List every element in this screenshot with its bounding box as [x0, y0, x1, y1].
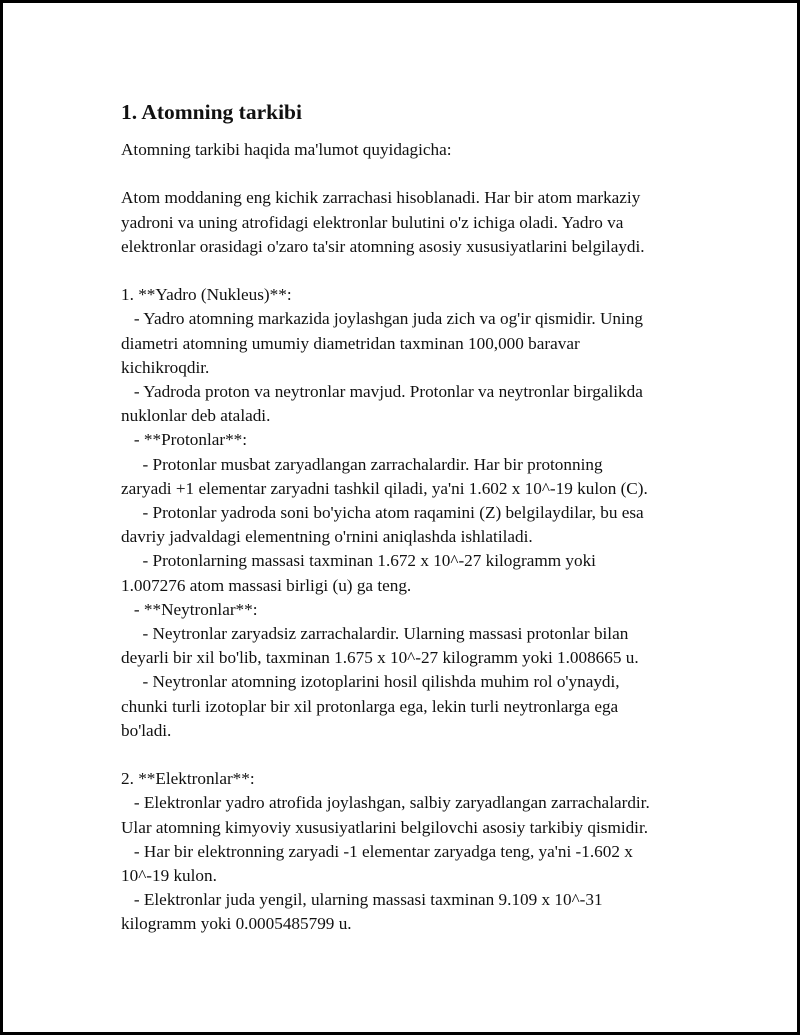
text-line: - Har bir elektronning zaryadi -1 elementar zaryadga teng, ya'ni -1.602 x	[121, 841, 633, 861]
text-line: kichikroqdir.	[121, 357, 210, 377]
text-line: - Neytronlar zaryadsiz zarrachalardir. Ularning massasi protonlar bilan	[121, 624, 629, 644]
text-line: 1. **Yadro (Nukleus)**:	[121, 285, 292, 305]
text-line: deyarli bir xil bo'lib, taxminan 1.675 x 10^-27 kilogramm yoki 1.008665 u.	[121, 648, 639, 668]
text-line: 2. **Elektronlar**:	[121, 769, 255, 789]
document-content	[121, 99, 693, 937]
text-line: nuklonlar deb ataladi.	[121, 406, 271, 426]
text-line: 10^-19 kulon.	[121, 866, 217, 886]
text-line: - Elektronlar juda yengil, ularning massasi taxminan 9.109 x 10^-31	[121, 890, 603, 910]
text-line: - Protonlarning massasi taxminan 1.672 x 10^-27 kilogramm yoki	[121, 551, 596, 571]
text-line: Atomning tarkibi haqida ma'lumot quyidagicha:	[121, 140, 452, 159]
text-line: bo'ladi.	[121, 720, 172, 740]
text-line: - Neytronlar atomning izotoplarini hosil qilishda muhim rol o'ynaydi,	[121, 672, 620, 692]
text-line: diametri atomning umumiy diametridan taxminan 100,000 baravar	[121, 333, 580, 353]
text-line: kilogramm yoki 0.0005485799 u.	[121, 914, 352, 934]
text-line: Atom moddaning eng kichik zarrachasi hisoblanadi. Har bir atom markaziy	[121, 188, 641, 208]
blank-line	[121, 743, 693, 767]
text-line: - Yadro atomning markazida joylashgan juda zich va og'ir qismidir. Uning	[121, 309, 643, 329]
text-line: - **Protonlar**:	[121, 430, 248, 450]
text-line: - Elektronlar yadro atrofida joylashgan, salbiy zaryadlangan zarrachalardir.	[121, 793, 650, 813]
text-line: zaryadi +1 elementar zaryadni tashkil qiladi, ya'ni 1.602 x 10^-19 kulon (C).	[121, 478, 648, 498]
text-line: davriy jadvaldagi elementning o'rnini aniqlashda ishlatiladi.	[121, 527, 533, 547]
text-line: yadroni va uning atrofidagi elektronlar bulutini o'z ichiga oladi. Yadro va	[121, 212, 624, 232]
text-line: - **Neytronlar**:	[121, 599, 258, 619]
document-body	[121, 138, 693, 937]
document-title: 1. Atomning tarkibi	[121, 100, 302, 124]
text-line: - Yadroda proton va neytronlar mavjud. Protonlar va neytronlar birgalikda	[121, 382, 643, 401]
text-line: - Protonlar yadroda soni bo'yicha atom raqamini (Z) belgilaydilar, bu esa	[121, 503, 644, 523]
text-line: 1.007276 atom massasi birligi (u) ga teng.	[121, 575, 412, 595]
text-line: Ular atomning kimyoviy xususiyatlarini belgilovchi asosiy tarkibiy qismidir.	[121, 817, 649, 837]
text-line: elektronlar orasidagi o'zaro ta'sir atomning asosiy xususiyatlarini belgilaydi.	[121, 236, 645, 256]
text-line: - Protonlar musbat zaryadlangan zarrachalardir. Har bir protonning	[121, 454, 603, 474]
blank-line	[121, 162, 693, 186]
blank-line	[121, 259, 693, 283]
text-line: chunki turli izotoplar bir xil protonlarga ega, lekin turli neytronlarga ega	[121, 696, 619, 716]
